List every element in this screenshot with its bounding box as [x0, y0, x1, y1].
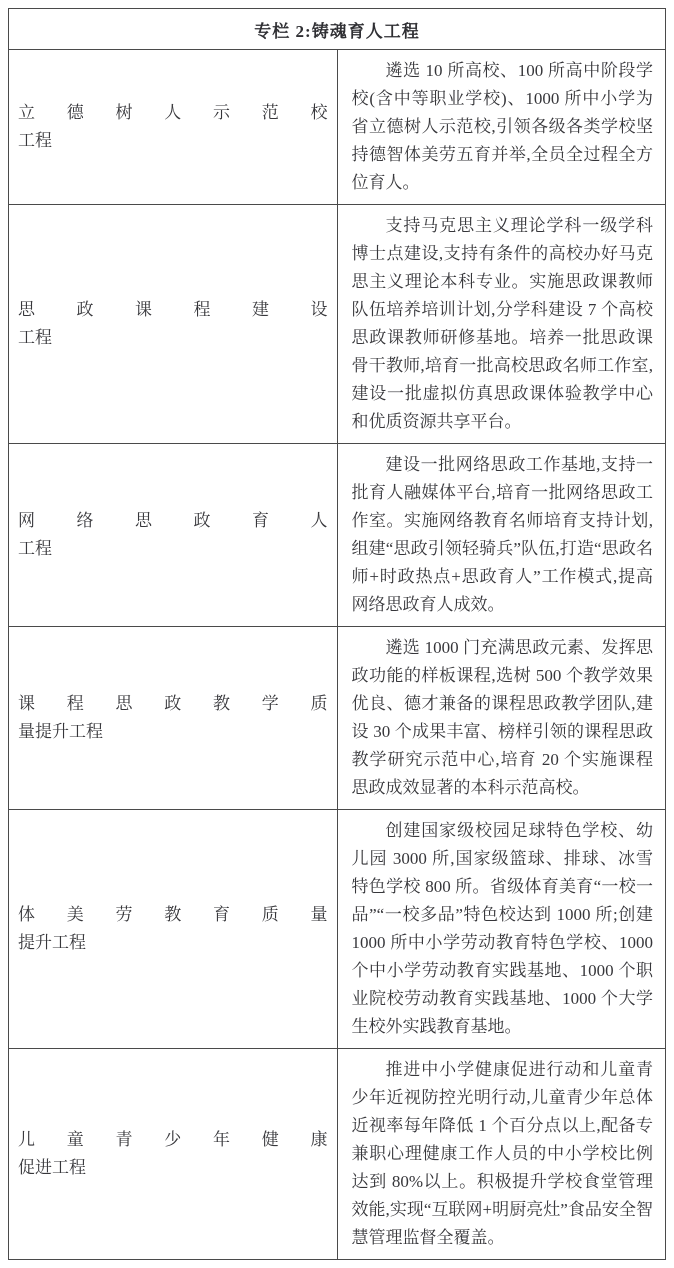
project-name-cell	[9, 205, 338, 444]
project-name-line1: 思政课程建设	[18, 300, 328, 319]
table-title: 专栏 2:铸魂育人工程	[9, 9, 666, 50]
project-description-cell: 创建国家级校园足球特色学校、幼儿园 3000 所,国家级篮球、排球、冰雪特色学校 800 所。省级体育美育“一校一品”“一校多品”特色校达到 1000 所;创建 1000 所中小学劳动教育特色学校、1000 个中小学劳动教育实践基地、1000 个职业院校劳动教育实践基地、1000 个大学生校外实践教育基地。	[337, 810, 666, 1049]
project-name-line2: 工程	[18, 539, 52, 558]
project-name-cell	[9, 50, 338, 205]
project-description-cell: 支持马克思主义理论学科一级学科博士点建设,支持有条件的高校办好马克思主义理论本科专业。实施思政课教师队伍培养培训计划,分学科建设 7 个高校思政课教师研修基地。培养一批思政课骨干教师,培育一批高校思政名师工作室,建设一批虚拟仿真思政课体验教学中心和优质资源共享平台。	[337, 205, 666, 444]
project-name-line1: 儿童青少年健康	[18, 1130, 328, 1149]
project-name-line1: 立德树人示范校	[18, 103, 328, 122]
table-row	[9, 205, 666, 444]
table-row	[9, 627, 666, 810]
project-name-cell	[9, 444, 338, 627]
table-row	[9, 1049, 666, 1260]
project-name-line1: 网络思政育人	[18, 511, 328, 530]
project-description-cell: 推进中小学健康促进行动和儿童青少年近视防控光明行动,儿童青少年总体近视率每年降低 1 个百分点以上,配备专兼职心理健康工作人员的中小学校比例达到 80%以上。积极提升学校食堂管理效能,实现“互联网+明厨亮灶”食品安全智慧管理监督全覆盖。	[337, 1049, 666, 1260]
table-row	[9, 444, 666, 627]
project-name-cell	[9, 1049, 338, 1260]
project-description-cell: 建设一批网络思政工作基地,支持一批育人融媒体平台,培育一批网络思政工作室。实施网络教育名师培育支持计划,组建“思政引领轻骑兵”队伍,打造“思政名师+时政热点+思政育人”工作模式,提高网络思政育人成效。	[337, 444, 666, 627]
project-name-line2: 量提升工程	[18, 722, 103, 741]
project-table	[8, 8, 666, 1260]
project-name-line1: 课程思政教学质	[18, 694, 328, 713]
project-name-line2: 促进工程	[18, 1158, 86, 1177]
project-name-line2: 工程	[18, 328, 52, 347]
project-name-line2: 工程	[18, 131, 52, 150]
table-row	[9, 810, 666, 1049]
project-description-cell: 遴选 10 所高校、100 所高中阶段学校(含中等职业学校)、1000 所中小学为省立德树人示范校,引领各级各类学校坚持德智体美劳五育并举,全员全过程全方位育人。	[337, 50, 666, 205]
project-name-cell	[9, 627, 338, 810]
table-title-row	[9, 9, 666, 50]
project-name-line2: 提升工程	[18, 933, 86, 952]
project-name-line1: 体美劳教育质量	[18, 905, 328, 924]
project-description-cell: 遴选 1000 门充满思政元素、发挥思政功能的样板课程,选树 500 个教学效果优良、德才兼备的课程思政教学团队,建设 30 个成果丰富、榜样引领的课程思政教学研究示范中心,培育 20 个实施课程思政成效显著的本科示范高校。	[337, 627, 666, 810]
table-row	[9, 50, 666, 205]
project-name-cell	[9, 810, 338, 1049]
